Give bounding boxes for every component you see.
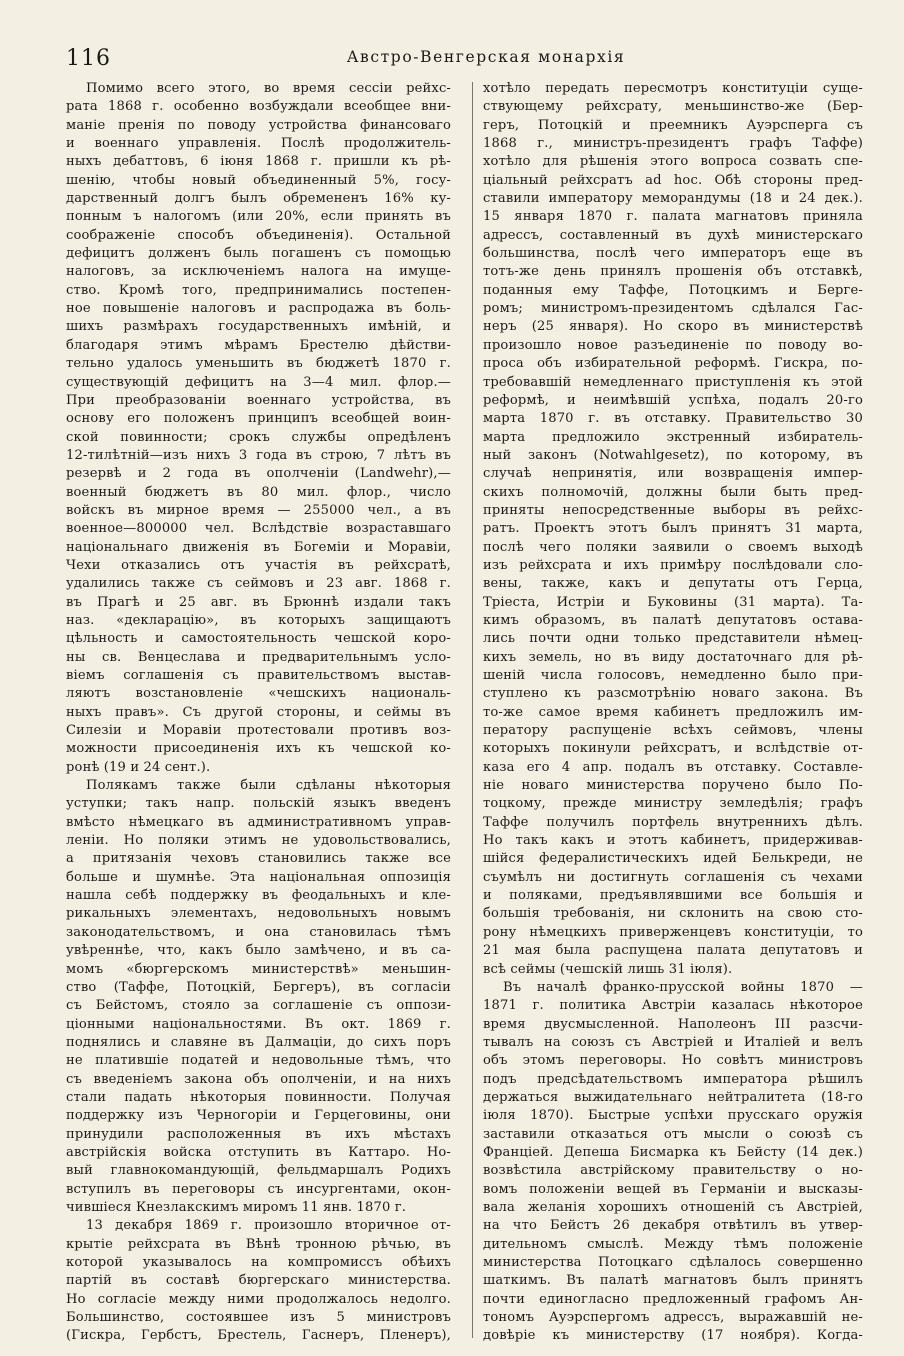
text-line: ператору распущеніе всѣхъ сеймовъ, члены <box>483 723 863 739</box>
text-line: іюля 1870). Быстрые успѣхи прусскаго оружія <box>483 1108 863 1124</box>
text-line: кихъ земель, но въ виду достаточнаго для рѣ- <box>483 649 863 665</box>
text-line: каза его 4 апр. подалъ въ отставку. Составле- <box>483 759 863 775</box>
text-line: изъ рейхсрата и ихъ примѣру послѣдовали сло- <box>483 557 863 573</box>
text-line: ніе новаго министерства поручено было По- <box>483 778 863 794</box>
text-line: ставили императору меморандумы (18 и 24 дек.). <box>483 191 863 207</box>
text-line: ныхъ дебаттовъ, 6 іюня 1868 г. пришли къ рѣ- <box>66 154 451 170</box>
text-line: понным ъ налогомъ (или 20%, если принять въ <box>66 209 451 225</box>
text-line: адрессъ, составленный въ духѣ министерскаго <box>483 227 863 243</box>
text-line: Франціей. Депеша Бисмарка къ Бейсту (14 дек.) <box>483 1144 863 1160</box>
text-line: съ Бейстомъ, стояло за соглашеніе съ оппози- <box>66 998 451 1014</box>
text-line: въ Прагѣ и 25 авг. въ Брюннѣ издали такъ <box>66 594 451 610</box>
text-line: законодательствомъ, и она становилась тѣмъ <box>66 924 451 940</box>
text-line: рону нѣмецкихъ приверженцевъ конституціи, то <box>483 924 863 940</box>
column-divider <box>472 82 473 1338</box>
text-line: съ введеніемъ закона объ ополченіи, и на нихъ <box>66 1071 451 1087</box>
text-line: налоговъ, за исключеніемъ налога на имуще- <box>66 264 451 280</box>
text-line: то-же самое время кабинетъ предложилъ им- <box>483 704 863 720</box>
text-line: послѣ чего поляки заявили о своемъ выходѣ <box>483 539 863 555</box>
text-line: удалились также съ сеймовъ и 23 авг. 1868 г. <box>66 576 451 592</box>
text-line: вомъ положеніи вещей въ Германіи и высказы- <box>483 1181 863 1197</box>
text-line: ствующему рейхсрату, меньшинство-же (Бер- <box>483 99 863 115</box>
text-line: Чехи отказались отъ участія въ рейхсратѣ, <box>66 557 451 573</box>
text-line: поддержку изъ Черногоріи и Герцеговины, они <box>66 1108 451 1124</box>
text-line: наз. «декларацію», въ которыхъ защищаютъ <box>66 612 451 628</box>
text-line: дительномъ смыслѣ. Между тѣмъ положеніе <box>483 1236 863 1252</box>
text-line: вступилъ въ переговоры съ инсургентами, окон- <box>66 1181 451 1197</box>
text-line: 21 мая была распущена палата депутатовъ и <box>483 943 863 959</box>
text-line: ны св. Венцеслава и предварительнымъ усло- <box>66 649 451 665</box>
text-line: не платившіе податей и недовольные тѣмъ, что <box>66 1053 451 1069</box>
page-header <box>66 44 846 74</box>
text-line: крытіе рейхсрата въ Вѣнѣ тронною рѣчью, въ <box>66 1236 451 1252</box>
text-line: вены, также, какъ и депутаты отъ Герца, <box>483 576 863 592</box>
text-line: можности присоединенія ихъ къ чешской ко- <box>66 741 451 757</box>
text-line: проса объ избирательной реформѣ. Гискра, по- <box>483 356 863 372</box>
text-line: марта 1870 г. въ отставку. Правительство 30 <box>483 411 863 427</box>
text-line: 1868 г., министръ-президентъ графъ Таффе) <box>483 136 863 152</box>
text-line: поднялись и славяне въ Далмаціи, до сихъ поръ <box>66 1034 451 1050</box>
text-line: партій въ составѣ бюргерскаго министерства. <box>66 1273 451 1289</box>
text-line: ный законъ (Notwahlgesetz), по которому, въ <box>483 447 863 463</box>
text-line: Тріеста, Истріи и Буковины (31 марта). Та- <box>483 594 863 610</box>
text-line: геръ, Потоцкій и преемникъ Ауэрсперга съ <box>483 117 863 133</box>
text-line: большія требованія, ни склонить на свою сто- <box>483 906 863 922</box>
text-line: почти единогласно предложенный графомъ Ан- <box>483 1291 863 1307</box>
text-line: тельно удалось уменьшить въ бюджетѣ 1870 г. <box>66 356 451 372</box>
text-line: вмѣсто нѣмецкаго въ административномъ управ- <box>66 814 451 830</box>
text-line: нашла себѣ поддержку въ феодальныхъ и кле- <box>66 888 451 904</box>
text-line: тывалъ на союзъ съ Австріей и Италіей и велъ <box>483 1034 863 1050</box>
text-line: произошло новое разъединеніе по поводу во- <box>483 337 863 353</box>
text-line: тотъ-же день принялъ прошенія объ отставкѣ, <box>483 264 863 280</box>
text-line: ціонными національностями. Въ окт. 1869 г. <box>66 1016 451 1032</box>
text-line: съумѣлъ ни достигнуть соглашенія съ чехами <box>483 869 863 885</box>
text-line: и военнаго управленія. Послѣ продолжитель- <box>66 136 451 152</box>
text-line: время двусмысленной. Наполеонъ III разсчи- <box>483 1016 863 1032</box>
text-line: требовавшій немедленнаго приступленія къ этой <box>483 374 863 390</box>
text-line: шаткимъ. Въ палатѣ магнатовъ былъ принятъ <box>483 1273 863 1289</box>
text-line: 15 января 1870 г. палата магнатовъ приняла <box>483 209 863 225</box>
text-line: дарственный долгъ былъ обремененъ 16% ку- <box>66 191 451 207</box>
text-line: австрійскія войска отступить въ Каттаро. Но- <box>66 1144 451 1160</box>
text-line: держаться выжидательнаго нейтралитета (18-го <box>483 1089 863 1105</box>
text-line: Въ началѣ франко-прусской войны 1870 — <box>503 979 863 995</box>
text-line: Полякамъ также были сдѣланы нѣкоторыя <box>86 778 451 794</box>
text-line: военное—800000 чел. Вслѣдствіе возраставшаго <box>66 521 451 537</box>
text-line: всѣ сеймы (чешскій лишь 31 іюля). <box>483 961 733 977</box>
text-line: неръ (25 января). Но скоро въ министерствѣ <box>483 319 863 335</box>
text-line: стали падать нѣкоторыя повинности. Получая <box>66 1089 451 1105</box>
text-line: вый главнокомандующій, фельдмаршалъ Родихъ <box>66 1163 451 1179</box>
text-line: военный бюджетъ въ 80 мил. флор., число <box>66 484 451 500</box>
text-line: 1871 г. политика Австріи казалась нѣкоторое <box>483 998 863 1014</box>
text-line: маніе пренія по поводу устройства финансоваго <box>66 117 451 133</box>
text-line: возвѣстила австрійскому правительству о но- <box>483 1163 863 1179</box>
text-line: шійся федералистическихъ идей Белькреди, не <box>483 851 863 867</box>
text-line: ронѣ (19 и 24 сент.). <box>66 759 211 775</box>
text-line: заставили отказаться отъ мысли о союзѣ съ <box>483 1126 863 1142</box>
text-line: (Гискра, Гербстъ, Брестель, Гаснеръ, Пленеръ), <box>66 1328 451 1342</box>
text-line: министерства Потоцкаго сдѣлалось совершенно <box>483 1255 863 1270</box>
text-line: Силезіи и Моравіи протестовали противъ воз- <box>66 723 451 739</box>
text-line: ляютъ возстановленіе «чешскихъ националь- <box>66 686 451 702</box>
text-line: кимъ образомъ, въ палатѣ депутатовъ остава- <box>483 612 863 628</box>
text-line: Но такъ какъ и этотъ кабинетъ, придерживав- <box>483 833 863 849</box>
text-line: принудили расположенныя въ ихъ мѣстахъ <box>66 1126 451 1142</box>
text-line: существующій дефицитъ на 3—4 мил. флор.— <box>66 374 451 390</box>
text-line: національнаго движенія въ Богеміи и Моравіи, <box>66 539 451 555</box>
text-line: скихъ полномочій, должны были быть пред- <box>483 484 863 500</box>
text-line: войскъ въ мирное время — 255000 чел., а въ <box>66 502 451 518</box>
text-line: леніи. Но поляки этимъ не удовольствовались, <box>66 833 451 849</box>
text-line: рикальныхъ элементахъ, недовольныхъ новымъ <box>66 906 451 922</box>
text-line: увѣреннѣе, что, какъ было замѣчено, и въ са- <box>66 943 451 959</box>
text-line: ромъ; министромъ-президентомъ сдѣлался Гас- <box>483 301 863 317</box>
text-line: уступки; такъ напр. польскій языкъ введенъ <box>66 796 451 812</box>
text-line: Таффе получилъ портфель внутреннихъ дѣлъ. <box>483 814 863 830</box>
text-line: цѣльность и самостоятельность чешской коро- <box>66 631 451 647</box>
text-line: момъ «бюргерскомъ министерствѣ» меньшин- <box>66 961 451 977</box>
text-line: 13 декабря 1869 г. произошло вторичное от- <box>86 1218 451 1234</box>
text-line: случаѣ непринятія, или возвращенія импер- <box>483 466 863 482</box>
text-line: рата 1868 г. особенно возбуждали всеобщее вни- <box>66 99 451 115</box>
text-line: большинства, послѣ чего императоръ еще въ <box>483 246 863 262</box>
left-text-column <box>66 80 451 1342</box>
text-line: вала желанія хорошихъ отношеній съ Австріей, <box>483 1199 863 1215</box>
text-line: резервѣ и 2 года въ ополченіи (Landwehr),— <box>66 466 451 482</box>
text-line: лись почти одни только представители нѣмец- <box>483 631 863 647</box>
text-line: ратъ. Проектъ этотъ былъ принятъ 31 марта, <box>483 521 863 537</box>
text-line: шихъ размѣрахъ государственныхъ имѣній, и <box>66 319 451 335</box>
text-line: тономъ Ауэрспергомъ адрессъ, выражавшій не- <box>483 1310 863 1326</box>
text-line: ныхъ правъ». Съ другой стороны, и сеймы въ <box>66 704 451 720</box>
text-line: шенію, чтобы новый объединенный 5%, госу- <box>66 172 451 188</box>
text-line: основу его положенъ принципъ всеобщей воин- <box>66 411 451 427</box>
text-line: ное повышеніе налоговъ и распродажа въ боль- <box>66 301 451 317</box>
text-line: дефицитъ долженъ быль погашенъ съ помощью <box>66 246 451 262</box>
text-line: ство. Кромѣ того, предпринимались постепен- <box>66 282 451 298</box>
text-line: марта предложило экстренный избиратель- <box>483 429 863 445</box>
text-line: хотѣло для рѣшенія этого вопроса созвать спе- <box>483 154 863 170</box>
text-line: віемъ соглашенія съ правительствомъ выстав- <box>66 668 451 683</box>
text-line: объ этомъ переговоры. Но совѣтъ министровъ <box>483 1053 863 1069</box>
text-line: а притязанія чеховъ становились также все <box>66 851 451 867</box>
right-text-column <box>483 80 863 1342</box>
text-line: ство (Таффе, Потоцкій, Бергеръ), въ согласіи <box>66 979 451 995</box>
text-line: ступлено къ разсмотрѣнію новаго закона. Въ <box>483 686 863 702</box>
text-line: поданныя ему Таффе, Потоцкимъ и Берге- <box>483 282 863 298</box>
text-line: которыхъ покинули рейхсратъ, и вслѣдствіе от- <box>483 741 863 757</box>
text-line: ской повинности; срокъ службы опредѣленъ <box>66 429 451 445</box>
text-line: шеній числа голосовъ, немедленно было при- <box>483 668 863 683</box>
text-line: чившіеся Кнезлакскимъ миромъ 11 янв. 1870 г. <box>66 1199 407 1215</box>
running-head: Австро-Венгерская монархія <box>346 48 626 66</box>
text-line: реформѣ, и неимѣвшій успѣха, подалъ 20-го <box>483 392 863 408</box>
text-line: и поляками, предъявлявшими все большія и <box>483 888 863 904</box>
text-line: Помимо всего этого, во время сессіи рейхс- <box>86 81 451 96</box>
text-line: которой указывалось на компромиссъ обѣихъ <box>66 1255 451 1270</box>
text-line: Большинство, состоявшее изъ 5 министровъ <box>66 1310 451 1326</box>
text-line: довѣріе къ министерству (17 ноября). Когда- <box>483 1328 863 1342</box>
text-line: тоцкому, прежде министру земледѣлія; графъ <box>483 796 863 812</box>
text-line: При преобразованіи военнаго устройства, въ <box>66 392 451 408</box>
text-line: больше и шумнѣе. Эта національная оппозиція <box>66 869 451 885</box>
text-line: хотѣло передать пересмотръ конституціи суще- <box>483 81 863 96</box>
text-line: Но согласіе между ними продолжалось недолго. <box>66 1291 451 1307</box>
text-line: 12-тилѣтній—изъ нихъ 3 года въ строю, 7 лѣтъ въ <box>66 447 451 463</box>
text-line: ціальный рейхсратъ ad hoc. Обѣ стороны пред- <box>483 172 863 188</box>
text-line: подъ предсѣдательствомъ императора рѣшилъ <box>483 1071 863 1087</box>
text-line: соображеніе способъ объединенія). Остальной <box>66 227 451 243</box>
text-line: приняты непосредственные выборы въ рейхс- <box>483 502 863 518</box>
text-line: на что Бейстъ 26 декабря отвѣтилъ въ утвер- <box>483 1218 863 1234</box>
page-number: 116 <box>66 46 111 71</box>
text-line: благодаря этимъ мѣрамъ Брестелю дѣйстви- <box>66 337 451 353</box>
